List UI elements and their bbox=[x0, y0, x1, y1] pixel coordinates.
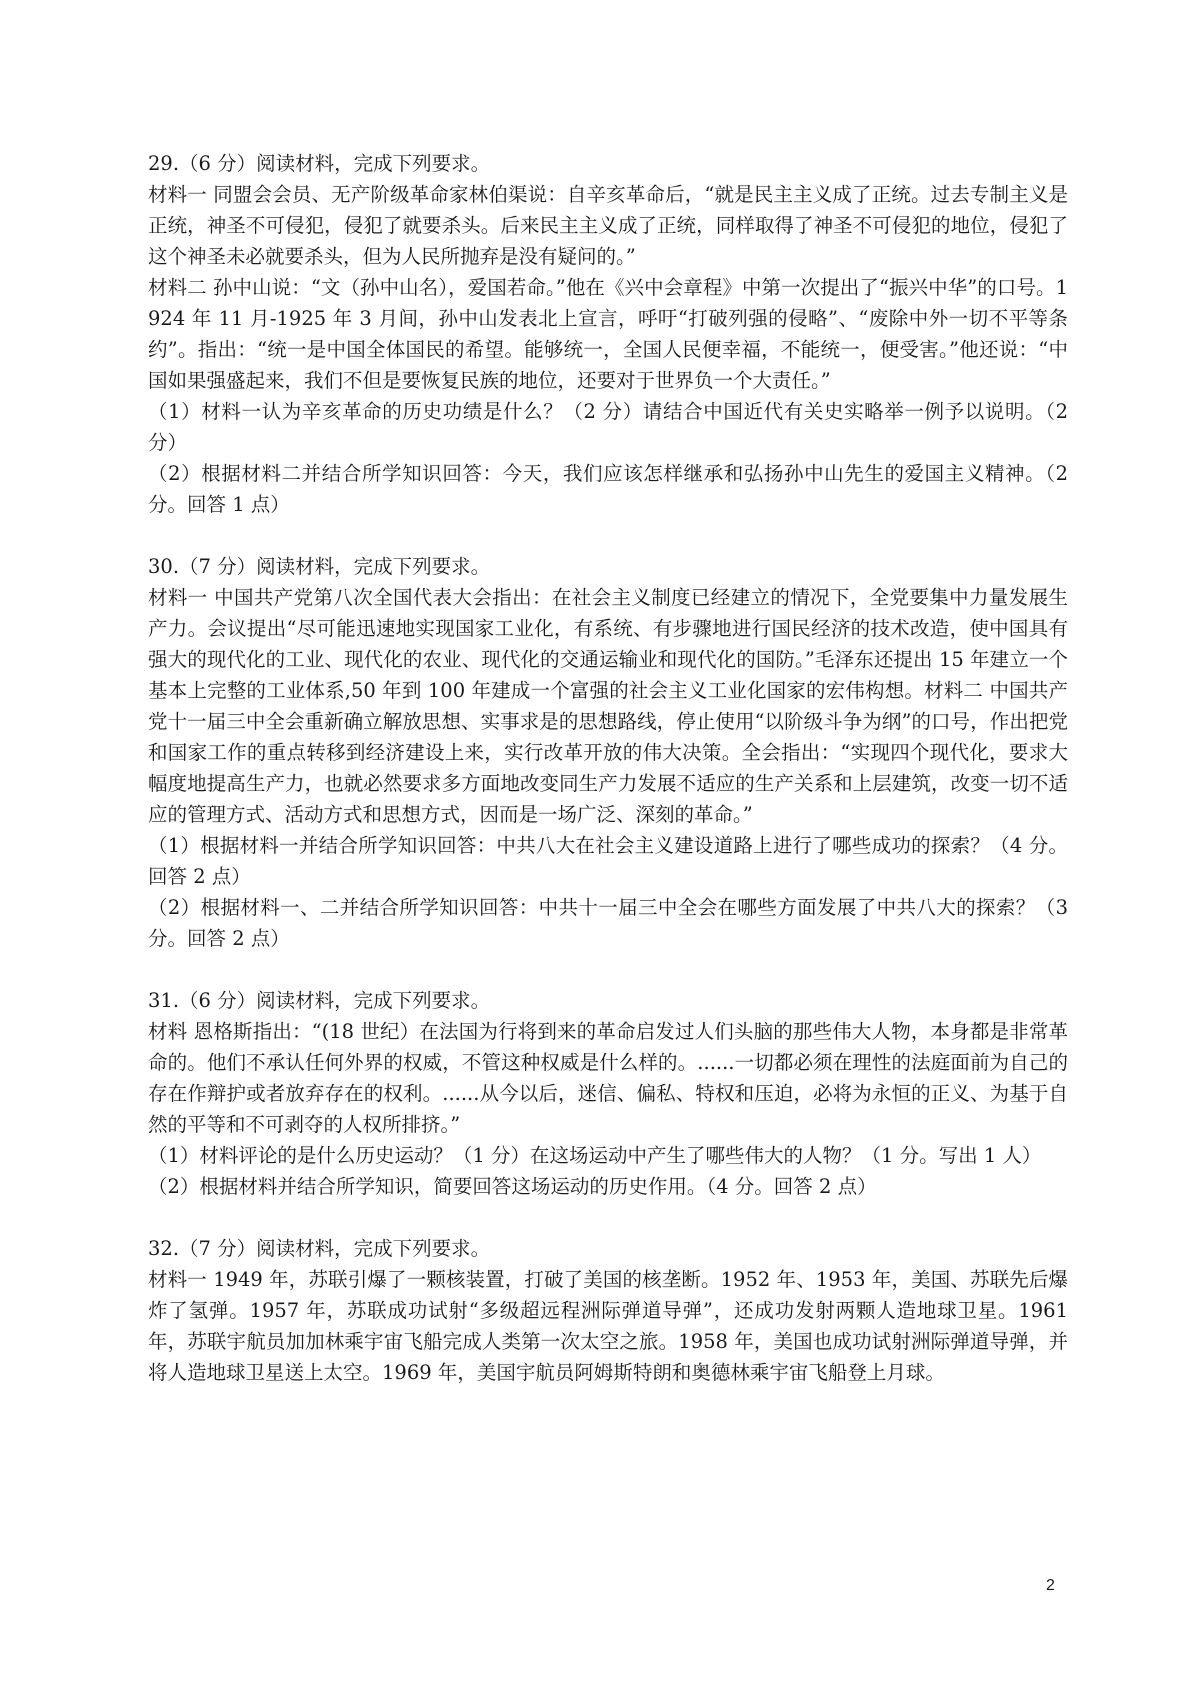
question-heading: 31.（6 分）阅读材料，完成下列要求。 bbox=[148, 989, 491, 1012]
material-paragraph: 材料一 同盟会会员、无产阶级革命家林伯渠说：自辛亥革命后，“就是民主主义成了正统。过去专制主义是正统，神圣不可侵犯，侵犯了就要杀头。后来民主主义成了正统，同样取得了神圣不可侵犯的地位，侵犯了这个神圣未必就要杀头，但为人民所抛弃是没有疑问的。” bbox=[148, 183, 1068, 268]
material-paragraph: 材料 恩格斯指出：“(18 世纪）在法国为行将到来的革命启发过人们头脑的那些伟大人物，本身都是非常革命的。他们不承认任何外界的权威，不管这种权威是什么样的。......一切都必须在理性的法庭面前为自己的存在作辩护或者放弃存在的权利。......从今以后，迷信、偏私、特权和压迫，必将为永恒的正义、为基于自然的平等和不可剥夺的人权所排挤。” bbox=[148, 1020, 1068, 1136]
material-paragraph: 材料二 孙中山说：“文（孙中山名），爱国若命。”他在《兴中会章程》中第一次提出了“振兴中华”的口号。1924 年 11 月-1925 年 3 月间，孙中山发表北上宣言，呼吁“打破列强的侵略”、“废除中外一切不平等条约”。指出：“统一是中国全体国民的希望。能够统一，全国人民便幸福，不能统一，便受害。”他还说：“中国如果强盛起来，我们不但是要恢复民族的地位，还要对于世界负一个大责任。” bbox=[148, 276, 1068, 392]
question-heading: 32.（7 分）阅读材料，完成下列要求。 bbox=[148, 1237, 491, 1260]
sub-question: （2）根据材料并结合所学知识，简要回答这场运动的历史作用。（4 分。回答 2 点） bbox=[148, 1175, 877, 1198]
question-heading: 29.（6 分）阅读材料，完成下列要求。 bbox=[148, 152, 491, 175]
page-content bbox=[148, 148, 1068, 1388]
question-30 bbox=[148, 551, 1068, 954]
question-31 bbox=[148, 985, 1068, 1202]
question-32 bbox=[148, 1233, 1068, 1388]
sub-question: （2）根据材料一、二并结合所学知识回答：中共十一届三中全会在哪些方面发展了中共八大的探索？（3 分。回答 2 点） bbox=[148, 896, 1068, 950]
sub-question: （1）根据材料一并结合所学知识回答：中共八大在社会主义建设道路上进行了哪些成功的探索？（4 分。回答 2 点） bbox=[148, 834, 1068, 888]
sub-question: （1）材料评论的是什么历史运动？（1 分）在这场运动中产生了哪些伟大的人物？（1 分。写出 1 人） bbox=[148, 1144, 1042, 1167]
sub-question: （1）材料一认为辛亥革命的历史功绩是什么？（2 分）请结合中国近代有关史实略举一例予以说明。（2 分） bbox=[148, 400, 1068, 454]
material-paragraph: 材料一 1949 年，苏联引爆了一颗核装置，打破了美国的核垄断。1952 年、1953 年，美国、苏联先后爆炸了氢弹。1957 年，苏联成功试射“多级超远程洲际弹道导弹”，还成功发射两颗人造地球卫星。1961 年，苏联宇航员加加林乘宇宙飞船完成人类第一次太空之旅。1958 年，美国也成功试射洲际弹道导弹，并将人造地球卫星送上太空。1969 年，美国宇航员阿姆斯特朗和奥德林乘宇宙飞船登上月球。 bbox=[148, 1268, 1068, 1384]
question-heading: 30.（7 分）阅读材料，完成下列要求。 bbox=[148, 555, 491, 578]
material-paragraph: 材料一 中国共产党第八次全国代表大会指出：在社会主义制度已经建立的情况下，全党要集中力量发展生产力。会议提出“尽可能迅速地实现国家工业化，有系统、有步骤地进行国民经济的技术改造，使中国具有强大的现代化的工业、现代化的农业、现代化的交通运输业和现代化的国防。”毛泽东还提出 15 年建立一个基本上完整的工业体系,50 年到 100 年建成一个富强的社会主义工业化国家的宏伟构想。材料二 中国共产党十一届三中全会重新确立解放思想、实事求是的思想路线，停止使用“以阶级斗争为纲”的口号，作出把党和国家工作的重点转移到经济建设上来，实行改革开放的伟大决策。全会指出：“实现四个现代化，要求大幅度地提高生产力，也就必然要求多方面地改变同生产力发展不适应的生产关系和上层建筑，改变一切不适应的管理方式、活动方式和思想方式，因而是一场广泛、深刻的革命。” bbox=[148, 586, 1068, 826]
sub-question: （2）根据材料二并结合所学知识回答：今天，我们应该怎样继承和弘扬孙中山先生的爱国主义精神。（2 分。回答 1 点） bbox=[148, 462, 1068, 516]
question-29 bbox=[148, 148, 1068, 520]
page-number: 2 bbox=[1046, 1577, 1055, 1594]
